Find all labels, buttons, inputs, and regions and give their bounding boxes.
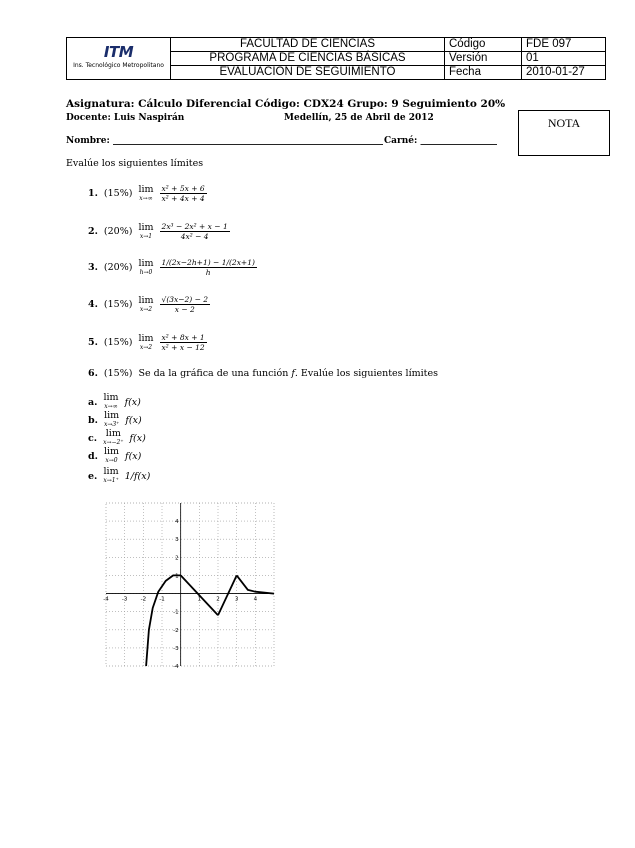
- subitem-a: [88, 393, 141, 411]
- lim-approach: x→1: [139, 232, 153, 240]
- denominator: 4x² − 4: [180, 232, 209, 241]
- limit-operator: [103, 467, 118, 485]
- header-table: [66, 37, 606, 80]
- problem-number: 2.: [88, 226, 98, 237]
- y-tick-label: 2: [175, 555, 179, 562]
- problem-number: 4.: [88, 299, 98, 310]
- problem-text-main: Se da la gráfica de una función: [138, 368, 289, 379]
- limit-operator: [138, 334, 153, 352]
- lim-approach: x→3⁺: [103, 421, 120, 428]
- problem-percent: (20%): [103, 262, 133, 273]
- function-curve: [146, 575, 181, 666]
- x-tick-label: 1: [197, 596, 202, 603]
- lim-approach: x→1⁺: [103, 477, 119, 484]
- meta-label-code: Código: [445, 38, 522, 52]
- lim-word: lim: [104, 410, 120, 421]
- subitem-e: [88, 467, 150, 485]
- x-tick-label: -2: [140, 596, 147, 603]
- meta-value-code: FDE 097: [522, 38, 606, 52]
- x-tick-label: 4: [253, 596, 258, 603]
- lim-word: lim: [138, 294, 154, 306]
- lim-word: lim: [105, 428, 121, 439]
- y-tick-label: -1: [173, 609, 179, 616]
- lim-approach: h→0: [139, 268, 153, 276]
- lim-word: lim: [138, 183, 154, 195]
- denominator: x − 2: [174, 305, 195, 314]
- numerator: x² + 5x + 6: [161, 184, 205, 193]
- limit-operator: [138, 296, 153, 314]
- x-tick-label: -1: [159, 596, 165, 603]
- docente-line: Docente: Luis Naspirán: [66, 113, 185, 123]
- problem-6: [88, 368, 438, 379]
- subitem-letter: d.: [88, 450, 98, 462]
- subitem-letter: a.: [88, 396, 98, 408]
- meta-value-date: 2010-01-27: [522, 66, 606, 80]
- limit-operator: [104, 447, 119, 465]
- limit-operator: [103, 393, 118, 411]
- itm-logo: ITM: [103, 42, 134, 61]
- problem-percent: (15%): [103, 337, 133, 348]
- x-tick-label: -3: [121, 596, 128, 603]
- fraction: [160, 184, 207, 203]
- lim-approach: x→∞: [104, 403, 118, 410]
- lim-word: lim: [103, 392, 119, 403]
- carne-field[interactable]: Carné: _________________: [384, 136, 497, 146]
- lim-approach: x→∞: [139, 194, 153, 202]
- problem-3: [88, 258, 257, 277]
- lim-word: lim: [138, 257, 154, 269]
- place-date: Medellín, 25 de Abril de 2012: [284, 113, 434, 123]
- header-line-3: EVALUACION DE SEGUIMIENTO: [171, 66, 445, 80]
- problem-percent: (15%): [103, 368, 133, 379]
- lim-word: lim: [138, 221, 154, 233]
- lim-word: lim: [138, 332, 154, 344]
- limit-operator: [138, 259, 153, 277]
- meta-label-version: Versión: [445, 52, 522, 66]
- subitem-expression: f(x): [129, 432, 146, 444]
- problem-1: [88, 184, 207, 203]
- subitem-letter: e.: [88, 470, 98, 482]
- subitem-c: [88, 429, 146, 447]
- y-tick-label: 1: [175, 573, 179, 580]
- limit-operator: [138, 185, 153, 203]
- fraction: [160, 333, 207, 352]
- lim-word: lim: [103, 446, 120, 457]
- numerator: √(3x−2) − 2: [161, 295, 209, 304]
- denominator: x² + 4x + 4: [161, 194, 205, 203]
- subitem-letter: c.: [88, 432, 98, 444]
- denominator: h: [205, 268, 211, 277]
- instruction-text: Evalúe los siguientes límites: [66, 158, 204, 169]
- subitem-d: [88, 447, 141, 465]
- lim-word: lim: [103, 466, 119, 477]
- problem-percent: (20%): [103, 226, 133, 237]
- y-tick-label: -2: [173, 627, 179, 634]
- problem-percent: (15%): [103, 299, 133, 310]
- subitem-b: [88, 411, 142, 429]
- subitem-expression: f(x): [125, 450, 142, 462]
- subitem-expression: 1/f(x): [124, 470, 151, 482]
- function-curve: [218, 575, 237, 615]
- meta-value-version: 01: [522, 52, 606, 66]
- fraction: [160, 295, 211, 314]
- fraction: [160, 222, 230, 241]
- subitem-letter: b.: [88, 414, 98, 426]
- limit-operator: [138, 223, 153, 241]
- fraction: [160, 258, 257, 277]
- asignatura-line: Asignatura: Cálculo Diferencial Código: CDX24 Grupo: 9 Seguimiento 20%: [66, 98, 506, 110]
- problem-5: [88, 333, 207, 352]
- x-tick-label: 2: [216, 596, 220, 603]
- limit-operator: [103, 429, 123, 447]
- problem-2: [88, 222, 230, 241]
- problem-text-tail: . Evalúe los siguientes límites: [294, 368, 438, 379]
- problem-text: [138, 368, 438, 379]
- y-tick-label: 3: [175, 537, 179, 544]
- header-line-1: FACULTAD DE CIENCIAS: [171, 38, 445, 52]
- y-tick-label: -4: [173, 664, 179, 670]
- x-tick-label: -4: [103, 596, 109, 603]
- meta-label-date: Fecha: [445, 66, 522, 80]
- lim-approach: x→−2⁺: [103, 439, 124, 446]
- problem-number: 3.: [88, 262, 98, 273]
- subitem-expression: f(x): [125, 414, 142, 426]
- function-name: f: [291, 368, 295, 379]
- problem-number: 1.: [88, 188, 98, 199]
- nombre-field[interactable]: Nombre: ____________________________________________________________: [66, 136, 383, 146]
- logo-subtitle: Ins. Tecnológico Metropolitano: [73, 61, 164, 69]
- numerator: 2x³ − 2x² + x − 1: [161, 222, 228, 231]
- y-tick-label: -3: [173, 645, 179, 652]
- numerator: 1/(2x−2h+1) − 1/(2x+1): [161, 258, 255, 267]
- header-line-2: PROGRAMA DE CIENCIAS BÁSICAS: [171, 52, 445, 66]
- y-tick-label: 4: [175, 519, 179, 526]
- lim-approach: x→2: [139, 305, 153, 313]
- function-graph: [100, 497, 280, 672]
- subitem-expression: f(x): [124, 396, 141, 408]
- problem-percent: (15%): [103, 188, 133, 199]
- numerator: x² + 8x + 1: [161, 333, 205, 342]
- lim-approach: x→0: [105, 457, 118, 464]
- problem-number: 5.: [88, 337, 98, 348]
- denominator: x² + x − 12: [161, 343, 205, 352]
- limit-operator: [104, 411, 119, 429]
- problem-number: 6.: [88, 368, 98, 379]
- x-tick-label: 3: [234, 596, 239, 603]
- lim-approach: x→2: [139, 343, 153, 351]
- problem-4: [88, 295, 210, 314]
- logo-cell: [67, 38, 171, 80]
- nota-box: NOTA: [518, 110, 610, 156]
